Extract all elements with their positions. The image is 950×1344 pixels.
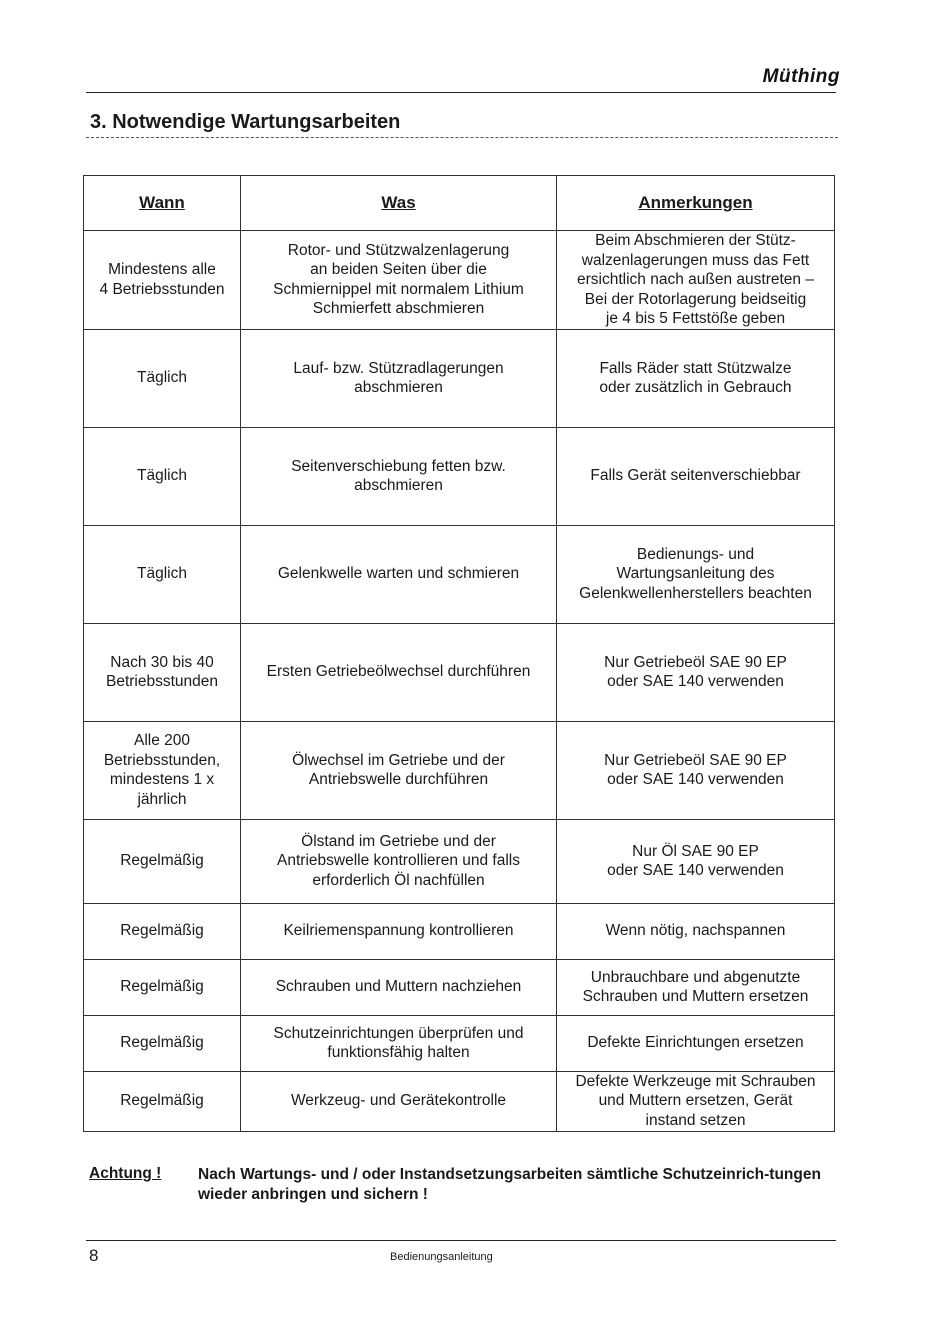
column-header-was: Was (241, 176, 557, 231)
cell-was: Ölwechsel im Getriebe und der Antriebswelle durchführen (241, 721, 557, 819)
table-row (84, 623, 835, 721)
cell-was: Lauf- bzw. Stützradlagerungen abschmieren (241, 329, 557, 427)
table-row (84, 231, 835, 330)
cell-anmerkungen: Unbrauchbare und abgenutzte Schrauben und Muttern ersetzen (557, 959, 835, 1015)
footer-title: Bedienungsanleitung (390, 1251, 493, 1263)
warning-label: Achtung ! (89, 1165, 162, 1182)
cell-anmerkungen: Beim Abschmieren der Stütz- walzenlagerungen muss das Fett ersichtlich nach außen austreten – Bei der Rotorlagerung beidseitig je 4 bis 5 Fettstöße geben (557, 231, 835, 330)
header-rule (86, 92, 836, 93)
cell-wann: Täglich (84, 525, 241, 623)
cell-wann: Regelmäßig (84, 959, 241, 1015)
table-row (84, 721, 835, 819)
cell-wann: Mindestens alle 4 Betriebsstunden (84, 231, 241, 330)
cell-wann: Regelmäßig (84, 1015, 241, 1071)
cell-was: Werkzeug- und Gerätekontrolle (241, 1071, 557, 1131)
column-header-anmerkungen: Anmerkungen (557, 176, 835, 231)
footer-rule (86, 1240, 836, 1241)
cell-anmerkungen: Falls Gerät seitenverschiebbar (557, 427, 835, 525)
cell-anmerkungen: Nur Getriebeöl SAE 90 EP oder SAE 140 verwenden (557, 721, 835, 819)
cell-was: Ölstand im Getriebe und der Antriebswelle kontrollieren und falls erforderlich Öl nachfüllen (241, 819, 557, 903)
cell-anmerkungen: Defekte Werkzeuge mit Schrauben und Muttern ersetzen, Gerät instand setzen (557, 1071, 835, 1131)
column-header-wann: Wann (84, 176, 241, 231)
cell-wann: Regelmäßig (84, 819, 241, 903)
table-row (84, 427, 835, 525)
cell-was: Schrauben und Muttern nachziehen (241, 959, 557, 1015)
cell-wann: Täglich (84, 329, 241, 427)
cell-was: Rotor- und Stützwalzenlagerung an beiden Seiten über die Schmiernippel mit normalem Lithium Schmierfett abschmieren (241, 231, 557, 330)
cell-was: Seitenverschiebung fetten bzw. abschmieren (241, 427, 557, 525)
cell-wann: Regelmäßig (84, 903, 241, 959)
cell-anmerkungen: Nur Getriebeöl SAE 90 EP oder SAE 140 verwenden (557, 623, 835, 721)
table-row (84, 819, 835, 903)
cell-anmerkungen: Nur Öl SAE 90 EP oder SAE 140 verwenden (557, 819, 835, 903)
title-rule (86, 137, 838, 138)
cell-was: Keilriemenspannung kontrollieren (241, 903, 557, 959)
section-title: 3. Notwendige Wartungsarbeiten (90, 111, 401, 133)
table-header-row (84, 176, 835, 231)
table-row (84, 1015, 835, 1071)
cell-anmerkungen: Bedienungs- und Wartungsanleitung des Gelenkwellenherstellers beachten (557, 525, 835, 623)
brand-logo: Müthing (762, 66, 840, 87)
table-row (84, 525, 835, 623)
cell-was: Ersten Getriebeölwechsel durchführen (241, 623, 557, 721)
cell-wann: Täglich (84, 427, 241, 525)
cell-anmerkungen: Wenn nötig, nachspannen (557, 903, 835, 959)
cell-wann: Alle 200 Betriebsstunden, mindestens 1 x jährlich (84, 721, 241, 819)
cell-wann: Nach 30 bis 40 Betriebsstunden (84, 623, 241, 721)
maintenance-table (83, 175, 835, 1132)
page-number: 8 (89, 1246, 99, 1265)
table-row (84, 959, 835, 1015)
cell-anmerkungen: Falls Räder statt Stützwalze oder zusätzlich in Gebrauch (557, 329, 835, 427)
warning-text: Nach Wartungs- und / oder Instandsetzungsarbeiten sämtliche Schutzeinrich-tungen wieder anbringen und sichern ! (198, 1166, 821, 1203)
cell-was: Gelenkwelle warten und schmieren (241, 525, 557, 623)
table-row (84, 903, 835, 959)
cell-anmerkungen: Defekte Einrichtungen ersetzen (557, 1015, 835, 1071)
cell-was: Schutzeinrichtungen überprüfen und funktionsfähig halten (241, 1015, 557, 1071)
cell-wann: Regelmäßig (84, 1071, 241, 1131)
table-row (84, 329, 835, 427)
table-row (84, 1071, 835, 1131)
